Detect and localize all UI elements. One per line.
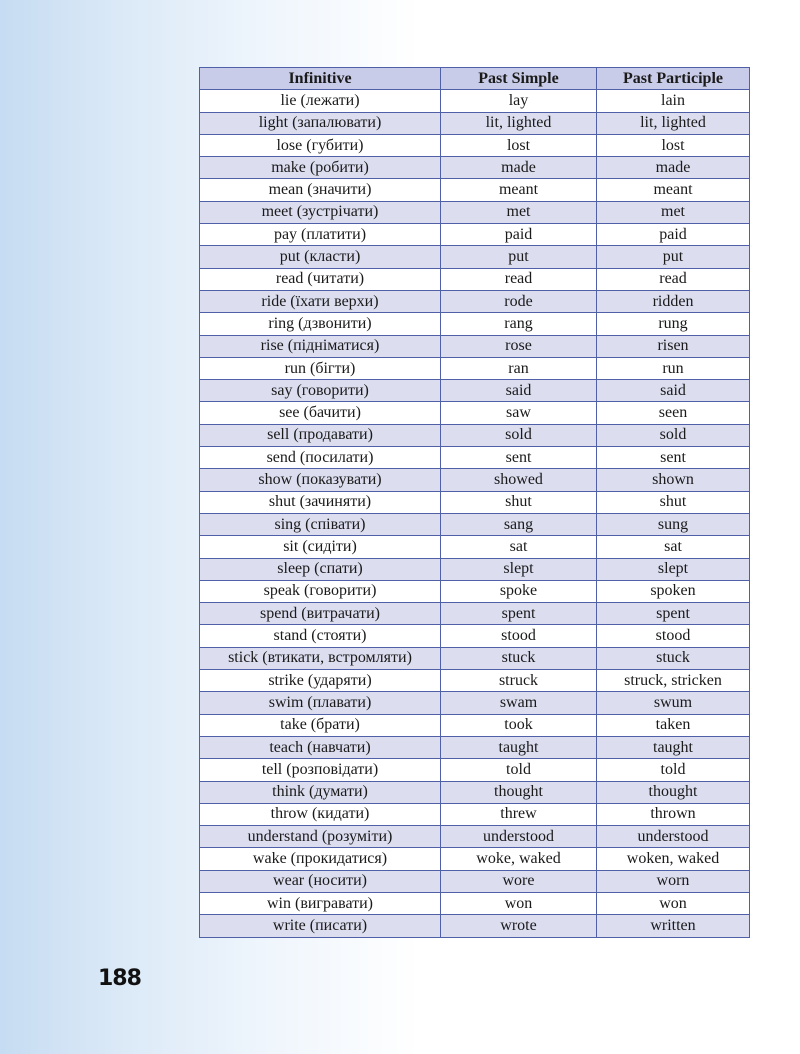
infinitive-cell: sell (продавати) — [200, 424, 441, 446]
table-row — [200, 692, 750, 714]
infinitive-cell: light (запалювати) — [200, 112, 441, 134]
table-row — [200, 201, 750, 223]
table-row — [200, 357, 750, 379]
past-participle-cell: won — [597, 892, 750, 914]
table-row — [200, 380, 750, 402]
table-row — [200, 424, 750, 446]
past-simple-cell: swam — [441, 692, 597, 714]
past-participle-cell: slept — [597, 558, 750, 580]
past-participle-cell: taught — [597, 736, 750, 758]
infinitive-cell: stick (втикати, встромляти) — [200, 647, 441, 669]
past-simple-cell: shut — [441, 491, 597, 513]
past-participle-cell: sent — [597, 447, 750, 469]
past-simple-cell: taught — [441, 736, 597, 758]
past-simple-cell: wrote — [441, 915, 597, 937]
infinitive-cell: send (посилати) — [200, 447, 441, 469]
infinitive-cell: understand (розуміти) — [200, 826, 441, 848]
table-row — [200, 714, 750, 736]
past-participle-cell: worn — [597, 870, 750, 892]
past-participle-cell: rung — [597, 313, 750, 335]
past-simple-cell: wore — [441, 870, 597, 892]
past-simple-cell: sat — [441, 536, 597, 558]
past-simple-cell: stood — [441, 625, 597, 647]
past-participle-cell: spoken — [597, 580, 750, 602]
past-participle-cell: shut — [597, 491, 750, 513]
past-simple-cell: meant — [441, 179, 597, 201]
past-simple-cell: won — [441, 892, 597, 914]
past-simple-cell: rode — [441, 290, 597, 312]
past-participle-cell: shown — [597, 469, 750, 491]
past-participle-cell: swum — [597, 692, 750, 714]
past-participle-cell: thought — [597, 781, 750, 803]
past-simple-cell: struck — [441, 670, 597, 692]
past-simple-cell: met — [441, 201, 597, 223]
past-simple-cell: rose — [441, 335, 597, 357]
table-row — [200, 447, 750, 469]
table-row — [200, 892, 750, 914]
table-row — [200, 224, 750, 246]
table-row — [200, 134, 750, 156]
table-row — [200, 157, 750, 179]
table-row — [200, 647, 750, 669]
past-participle-cell: met — [597, 201, 750, 223]
past-participle-cell: said — [597, 380, 750, 402]
header-past-simple: Past Simple — [441, 68, 597, 90]
past-participle-cell: read — [597, 268, 750, 290]
infinitive-cell: think (думати) — [200, 781, 441, 803]
past-simple-cell: put — [441, 246, 597, 268]
infinitive-cell: lose (губити) — [200, 134, 441, 156]
header-infinitive: Infinitive — [200, 68, 441, 90]
past-simple-cell: spent — [441, 603, 597, 625]
table-row — [200, 759, 750, 781]
past-simple-cell: sang — [441, 513, 597, 535]
past-simple-cell: took — [441, 714, 597, 736]
table-row — [200, 826, 750, 848]
table-row — [200, 803, 750, 825]
past-participle-cell: put — [597, 246, 750, 268]
past-simple-cell: told — [441, 759, 597, 781]
infinitive-cell: put (класти) — [200, 246, 441, 268]
table-row — [200, 246, 750, 268]
past-simple-cell: sold — [441, 424, 597, 446]
past-participle-cell: stood — [597, 625, 750, 647]
past-simple-cell: thought — [441, 781, 597, 803]
past-simple-cell: made — [441, 157, 597, 179]
table-row — [200, 536, 750, 558]
past-simple-cell: spoke — [441, 580, 597, 602]
past-participle-cell: run — [597, 357, 750, 379]
table-body — [200, 90, 750, 937]
past-simple-cell: lit, lighted — [441, 112, 597, 134]
table-row — [200, 469, 750, 491]
table-row — [200, 625, 750, 647]
past-participle-cell: told — [597, 759, 750, 781]
infinitive-cell: ride (їхати верхи) — [200, 290, 441, 312]
table-row — [200, 335, 750, 357]
header-row — [200, 68, 750, 90]
past-participle-cell: ridden — [597, 290, 750, 312]
infinitive-cell: tell (розповідати) — [200, 759, 441, 781]
infinitive-cell: teach (навчати) — [200, 736, 441, 758]
past-participle-cell: thrown — [597, 803, 750, 825]
table-row — [200, 736, 750, 758]
infinitive-cell: speak (говорити) — [200, 580, 441, 602]
irregular-verbs-table — [199, 67, 750, 938]
infinitive-cell: wake (прокидатися) — [200, 848, 441, 870]
table-row — [200, 781, 750, 803]
infinitive-cell: read (читати) — [200, 268, 441, 290]
past-participle-cell: struck, stricken — [597, 670, 750, 692]
table-row — [200, 848, 750, 870]
past-simple-cell: sent — [441, 447, 597, 469]
past-participle-cell: lain — [597, 90, 750, 112]
table-row — [200, 513, 750, 535]
table-row — [200, 179, 750, 201]
past-simple-cell: stuck — [441, 647, 597, 669]
past-simple-cell: lay — [441, 90, 597, 112]
infinitive-cell: win (вигравати) — [200, 892, 441, 914]
past-simple-cell: showed — [441, 469, 597, 491]
past-participle-cell: risen — [597, 335, 750, 357]
past-simple-cell: threw — [441, 803, 597, 825]
infinitive-cell: meet (зустрічати) — [200, 201, 441, 223]
infinitive-cell: make (робити) — [200, 157, 441, 179]
header-past-participle: Past Participle — [597, 68, 750, 90]
infinitive-cell: sing (співати) — [200, 513, 441, 535]
infinitive-cell: say (говорити) — [200, 380, 441, 402]
table-row — [200, 915, 750, 937]
table-row — [200, 112, 750, 134]
past-simple-cell: saw — [441, 402, 597, 424]
infinitive-cell: ring (дзвонити) — [200, 313, 441, 335]
infinitive-cell: show (показувати) — [200, 469, 441, 491]
infinitive-cell: lie (лежати) — [200, 90, 441, 112]
infinitive-cell: take (брати) — [200, 714, 441, 736]
past-participle-cell: sat — [597, 536, 750, 558]
past-simple-cell: woke, waked — [441, 848, 597, 870]
table-row — [200, 313, 750, 335]
past-simple-cell: ran — [441, 357, 597, 379]
past-participle-cell: lost — [597, 134, 750, 156]
infinitive-cell: run (бігти) — [200, 357, 441, 379]
table-row — [200, 268, 750, 290]
past-participle-cell: made — [597, 157, 750, 179]
past-participle-cell: understood — [597, 826, 750, 848]
past-participle-cell: paid — [597, 224, 750, 246]
infinitive-cell: wear (носити) — [200, 870, 441, 892]
infinitive-cell: rise (підніматися) — [200, 335, 441, 357]
page-number: 188 — [98, 966, 141, 991]
past-simple-cell: understood — [441, 826, 597, 848]
table-row — [200, 90, 750, 112]
past-simple-cell: lost — [441, 134, 597, 156]
past-participle-cell: seen — [597, 402, 750, 424]
past-participle-cell: sold — [597, 424, 750, 446]
past-simple-cell: said — [441, 380, 597, 402]
past-simple-cell: read — [441, 268, 597, 290]
past-participle-cell: meant — [597, 179, 750, 201]
table-row — [200, 603, 750, 625]
infinitive-cell: sleep (спати) — [200, 558, 441, 580]
infinitive-cell: strike (ударяти) — [200, 670, 441, 692]
past-simple-cell: slept — [441, 558, 597, 580]
infinitive-cell: see (бачити) — [200, 402, 441, 424]
past-simple-cell: paid — [441, 224, 597, 246]
infinitive-cell: swim (плавати) — [200, 692, 441, 714]
infinitive-cell: write (писати) — [200, 915, 441, 937]
infinitive-cell: spend (витрачати) — [200, 603, 441, 625]
table-row — [200, 580, 750, 602]
past-participle-cell: taken — [597, 714, 750, 736]
infinitive-cell: mean (значити) — [200, 179, 441, 201]
table-row — [200, 290, 750, 312]
past-participle-cell: spent — [597, 603, 750, 625]
infinitive-cell: pay (платити) — [200, 224, 441, 246]
table-header — [200, 68, 750, 90]
table-row — [200, 558, 750, 580]
table-row — [200, 870, 750, 892]
infinitive-cell: sit (сидіти) — [200, 536, 441, 558]
past-simple-cell: rang — [441, 313, 597, 335]
past-participle-cell: lit, lighted — [597, 112, 750, 134]
table-row — [200, 402, 750, 424]
past-participle-cell: written — [597, 915, 750, 937]
infinitive-cell: throw (кидати) — [200, 803, 441, 825]
past-participle-cell: sung — [597, 513, 750, 535]
past-participle-cell: woken, waked — [597, 848, 750, 870]
table-row — [200, 491, 750, 513]
table-row — [200, 670, 750, 692]
infinitive-cell: shut (зачиняти) — [200, 491, 441, 513]
infinitive-cell: stand (стояти) — [200, 625, 441, 647]
past-participle-cell: stuck — [597, 647, 750, 669]
